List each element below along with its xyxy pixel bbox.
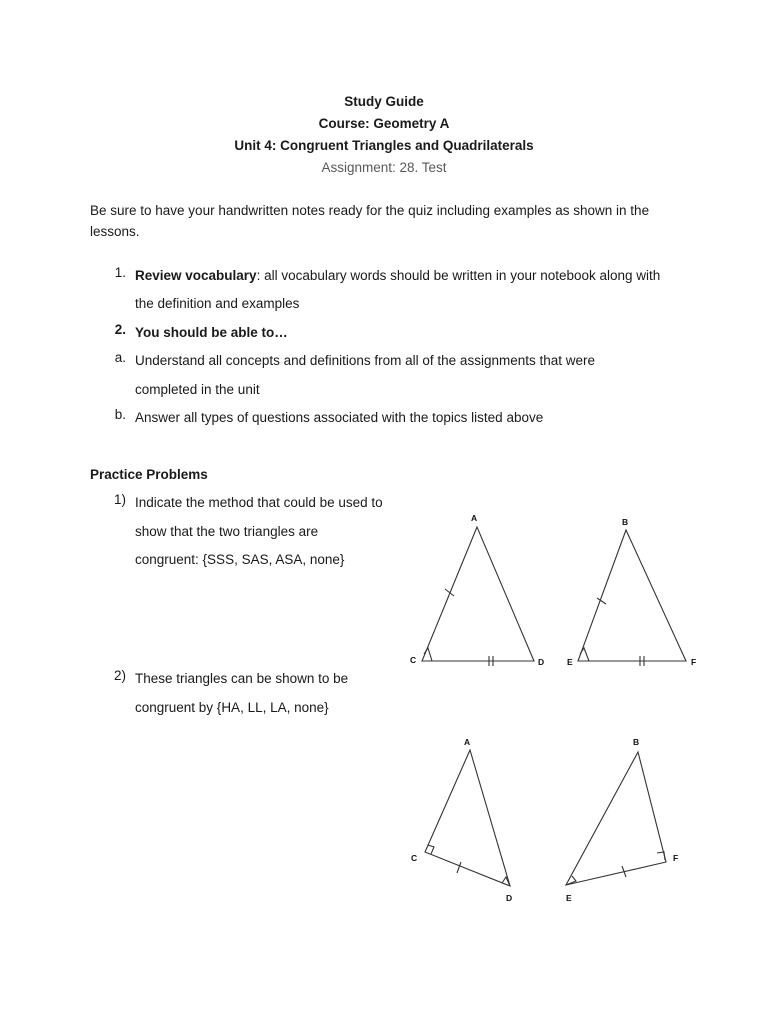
- label-a1: A: [471, 513, 478, 523]
- problem-number-2: 2): [113, 668, 126, 683]
- list-item-a-line1: Understand all concepts and definitions from all of the assignments that were: [135, 353, 596, 368]
- vocabulary-text: : all vocabulary words should be written in your notebook along with: [256, 268, 661, 283]
- list-number-1: 1.: [114, 265, 126, 280]
- list-letter-a: a.: [114, 350, 126, 365]
- label-b1: B: [622, 517, 629, 527]
- problem-2-line2: congruent by {HA, LL, LA, none}: [135, 700, 329, 715]
- course-title: Course: Geometry A: [318, 116, 450, 131]
- list-item-b: Answer all types of questions associated with the topics listed above: [135, 410, 544, 425]
- label-e2: E: [566, 893, 572, 903]
- label-c2: C: [411, 853, 418, 863]
- triangle-acd-2: [425, 750, 510, 886]
- label-c1: C: [410, 655, 417, 665]
- list-number-2: 2.: [114, 322, 126, 337]
- triangle-bef-2: [566, 752, 666, 885]
- problem-1-line1: Indicate the method that could be used to: [135, 495, 383, 510]
- problem-number-1: 1): [113, 492, 126, 507]
- right-angle-f: [657, 852, 665, 860]
- label-f1: F: [691, 657, 697, 667]
- label-d1: D: [538, 657, 545, 667]
- label-b2: B: [633, 737, 640, 747]
- tick-cd-right: [457, 862, 461, 873]
- list-item-1-cont: the definition and examples: [135, 296, 300, 311]
- list-letter-b: b.: [114, 407, 126, 422]
- label-d2: D: [506, 893, 513, 903]
- problem-2-line1: These triangles can be shown to be: [135, 671, 349, 686]
- right-angle-c: [428, 845, 434, 854]
- intro-paragraph: Be sure to have your handwritten notes ready for the quiz including examples as shown in the lessons.: [90, 203, 650, 239]
- problem-1-line3: congruent: {SSS, SAS, ASA, none}: [135, 552, 345, 567]
- assignment-title: Assignment: 28. Test: [321, 160, 447, 175]
- unit-title: Unit 4: Congruent Triangles and Quadrilaterals: [234, 138, 534, 153]
- doc-title: Study Guide: [344, 94, 424, 109]
- list-item-a-line2: completed in the unit: [135, 382, 260, 397]
- label-f2: F: [673, 853, 679, 863]
- problem-1-line2: show that the two triangles are: [135, 524, 319, 539]
- vocabulary-label: Review vocabulary: [135, 268, 257, 283]
- label-a2: A: [464, 737, 471, 747]
- label-e1: E: [567, 657, 573, 667]
- list-item-2: You should be able to…: [135, 325, 288, 340]
- practice-heading: Practice Problems: [90, 467, 208, 482]
